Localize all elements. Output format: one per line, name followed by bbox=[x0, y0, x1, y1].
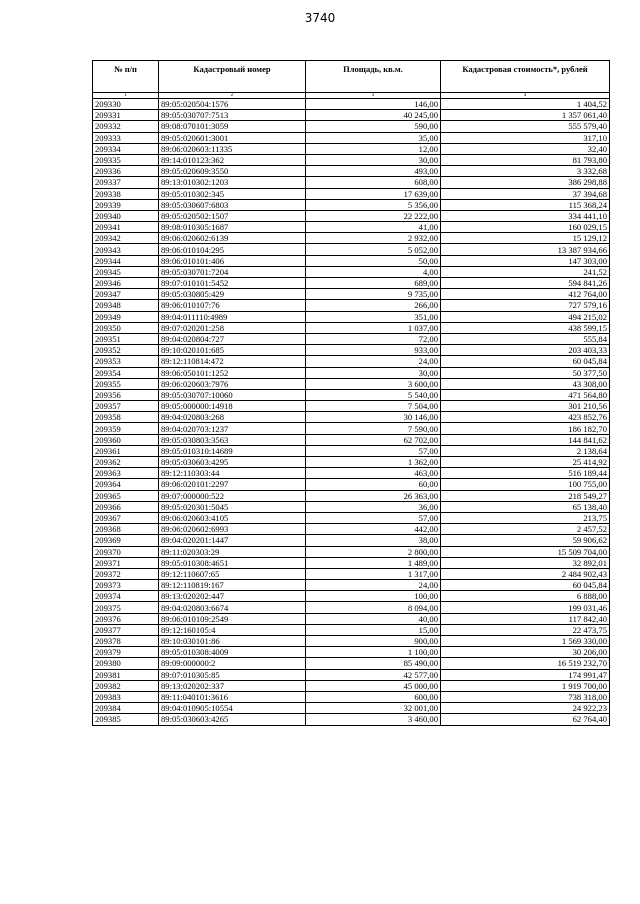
cadastral-number: 89:06:020603:11335 bbox=[159, 143, 306, 154]
cadastral-value: 334 441,10 bbox=[441, 210, 610, 221]
row-index: 209363 bbox=[93, 468, 159, 479]
table-row bbox=[93, 333, 610, 344]
cadastral-number: 89:05:010310:14689 bbox=[159, 445, 306, 456]
cadastral-number: 89:06:050101:1252 bbox=[159, 367, 306, 378]
cadastral-value: 6 888,00 bbox=[441, 591, 610, 602]
row-index: 209352 bbox=[93, 345, 159, 356]
table-row bbox=[93, 412, 610, 423]
cadastral-value: 727 579,16 bbox=[441, 300, 610, 311]
cadastral-number: 89:04:020803:268 bbox=[159, 412, 306, 423]
table-row bbox=[93, 132, 610, 143]
row-index: 209353 bbox=[93, 356, 159, 367]
area-value: 689,00 bbox=[306, 278, 441, 289]
row-index: 209340 bbox=[93, 210, 159, 221]
row-index: 209373 bbox=[93, 580, 159, 591]
cadastral-number: 89:11:040101:3616 bbox=[159, 691, 306, 702]
cadastral-value: 2 484 902,43 bbox=[441, 568, 610, 579]
row-index: 209333 bbox=[93, 132, 159, 143]
table-row bbox=[93, 669, 610, 680]
cadastral-number: 89:04:020803:6674 bbox=[159, 602, 306, 613]
table-row bbox=[93, 512, 610, 523]
cadastral-value: 147 303,00 bbox=[441, 255, 610, 266]
column-number: 1 bbox=[93, 93, 159, 99]
table-row bbox=[93, 703, 610, 714]
row-index: 209357 bbox=[93, 401, 159, 412]
cadastral-value: 100 755,00 bbox=[441, 479, 610, 490]
area-value: 1 037,00 bbox=[306, 322, 441, 333]
table-row bbox=[93, 468, 610, 479]
cadastral-value: 81 793,80 bbox=[441, 154, 610, 165]
cadastral-number: 89:05:030803:3563 bbox=[159, 434, 306, 445]
table-row bbox=[93, 378, 610, 389]
row-index: 209346 bbox=[93, 278, 159, 289]
area-value: 40 245,00 bbox=[306, 110, 441, 121]
table-row bbox=[93, 457, 610, 468]
header-index: № п/п bbox=[93, 61, 159, 93]
column-number: 3 bbox=[306, 93, 441, 99]
area-value: 1 317,00 bbox=[306, 568, 441, 579]
area-value: 85 490,00 bbox=[306, 658, 441, 669]
cadastral-number: 89:05:020601:3001 bbox=[159, 132, 306, 143]
table-body bbox=[93, 99, 610, 726]
cadastral-value: 594 841,26 bbox=[441, 278, 610, 289]
cadastral-number: 89:10:020101:685 bbox=[159, 345, 306, 356]
cadastral-value: 22 473,75 bbox=[441, 624, 610, 635]
cadastral-value: 59 906,62 bbox=[441, 535, 610, 546]
area-value: 146,00 bbox=[306, 99, 441, 110]
cadastral-value: 50 377,50 bbox=[441, 367, 610, 378]
table-row bbox=[93, 143, 610, 154]
area-value: 2 932,00 bbox=[306, 233, 441, 244]
cadastral-value: 412 764,00 bbox=[441, 289, 610, 300]
cadastral-value: 15 509 704,00 bbox=[441, 546, 610, 557]
cadastral-value: 555,84 bbox=[441, 333, 610, 344]
area-value: 933,00 bbox=[306, 345, 441, 356]
cadastral-number: 89:04:020201:1447 bbox=[159, 535, 306, 546]
table-row bbox=[93, 658, 610, 669]
cadastral-value: 144 841,62 bbox=[441, 434, 610, 445]
area-value: 266,00 bbox=[306, 300, 441, 311]
cadastral-number: 89:05:020301:5045 bbox=[159, 501, 306, 512]
cadastral-value: 213,75 bbox=[441, 512, 610, 523]
column-number: 2 bbox=[159, 93, 306, 99]
table-row bbox=[93, 99, 610, 110]
cadastral-number: 89:07:010305:85 bbox=[159, 669, 306, 680]
table-row bbox=[93, 524, 610, 535]
row-index: 209367 bbox=[93, 512, 159, 523]
cadastral-number: 89:06:010101:406 bbox=[159, 255, 306, 266]
table-row bbox=[93, 691, 610, 702]
table-row bbox=[93, 244, 610, 255]
area-value: 30,00 bbox=[306, 154, 441, 165]
row-index: 209359 bbox=[93, 423, 159, 434]
table-row bbox=[93, 445, 610, 456]
cadastral-number: 89:05:000000:14918 bbox=[159, 401, 306, 412]
cadastral-number: 89:12:110303:44 bbox=[159, 468, 306, 479]
area-value: 493,00 bbox=[306, 166, 441, 177]
row-index: 209358 bbox=[93, 412, 159, 423]
area-value: 24,00 bbox=[306, 356, 441, 367]
cadastral-number: 89:05:030707:7513 bbox=[159, 110, 306, 121]
cadastral-number: 89:06:020602:6139 bbox=[159, 233, 306, 244]
area-value: 57,00 bbox=[306, 445, 441, 456]
table-row bbox=[93, 222, 610, 233]
area-value: 3 600,00 bbox=[306, 378, 441, 389]
cadastral-number: 89:05:020609:3550 bbox=[159, 166, 306, 177]
table-row bbox=[93, 210, 610, 221]
area-value: 12,00 bbox=[306, 143, 441, 154]
row-index: 209379 bbox=[93, 647, 159, 658]
row-index: 209331 bbox=[93, 110, 159, 121]
table-row bbox=[93, 557, 610, 568]
cadastral-value: 1 569 330,00 bbox=[441, 636, 610, 647]
cadastral-value: 65 138,40 bbox=[441, 501, 610, 512]
row-index: 209361 bbox=[93, 445, 159, 456]
cadastral-value: 386 298,88 bbox=[441, 177, 610, 188]
table-row bbox=[93, 289, 610, 300]
row-index: 209360 bbox=[93, 434, 159, 445]
row-index: 209385 bbox=[93, 714, 159, 725]
table-row bbox=[93, 121, 610, 132]
cadastral-number: 89:06:020101:2297 bbox=[159, 479, 306, 490]
cadastral-value: 317,10 bbox=[441, 132, 610, 143]
header-area: Площадь, кв.м. bbox=[306, 61, 441, 93]
cadastral-number: 89:07:020201:258 bbox=[159, 322, 306, 333]
cadastral-number: 89:07:000000:522 bbox=[159, 490, 306, 501]
area-value: 26 363,00 bbox=[306, 490, 441, 501]
cadastral-value: 117 842,40 bbox=[441, 613, 610, 624]
area-value: 1 362,00 bbox=[306, 457, 441, 468]
table-row bbox=[93, 680, 610, 691]
row-index: 209366 bbox=[93, 501, 159, 512]
cadastral-value: 438 599,15 bbox=[441, 322, 610, 333]
area-value: 40,00 bbox=[306, 613, 441, 624]
cadastral-number: 89:12:110819:167 bbox=[159, 580, 306, 591]
cadastral-value: 738 318,00 bbox=[441, 691, 610, 702]
cadastral-value: 62 764,40 bbox=[441, 714, 610, 725]
row-index: 209384 bbox=[93, 703, 159, 714]
row-index: 209356 bbox=[93, 389, 159, 400]
row-index: 209368 bbox=[93, 524, 159, 535]
cadastral-value: 218 549,27 bbox=[441, 490, 610, 501]
cadastral-number: 89:08:070101:3059 bbox=[159, 121, 306, 132]
table-row bbox=[93, 356, 610, 367]
row-index: 209330 bbox=[93, 99, 159, 110]
cadastral-value: 174 991,47 bbox=[441, 669, 610, 680]
row-index: 209337 bbox=[93, 177, 159, 188]
cadastral-value: 60 045,84 bbox=[441, 356, 610, 367]
cadastral-value: 471 564,80 bbox=[441, 389, 610, 400]
cadastral-number: 89:13:010302:1203 bbox=[159, 177, 306, 188]
row-index: 209377 bbox=[93, 624, 159, 635]
cadastral-value: 241,52 bbox=[441, 266, 610, 277]
table-row bbox=[93, 311, 610, 322]
cadastral-value: 16 519 232,70 bbox=[441, 658, 610, 669]
cadastral-number: 89:05:030607:6803 bbox=[159, 199, 306, 210]
area-value: 351,00 bbox=[306, 311, 441, 322]
table-row bbox=[93, 714, 610, 725]
table-row bbox=[93, 199, 610, 210]
table-row bbox=[93, 166, 610, 177]
row-index: 209371 bbox=[93, 557, 159, 568]
table-row bbox=[93, 613, 610, 624]
table-row bbox=[93, 266, 610, 277]
row-index: 209381 bbox=[93, 669, 159, 680]
row-index: 209344 bbox=[93, 255, 159, 266]
cadastral-number: 89:05:010308:4009 bbox=[159, 647, 306, 658]
cadastral-number: 89:04:020703:1237 bbox=[159, 423, 306, 434]
row-index: 209341 bbox=[93, 222, 159, 233]
cadastral-number: 89:05:020502:1507 bbox=[159, 210, 306, 221]
row-index: 209376 bbox=[93, 613, 159, 624]
cadastral-value: 24 922,23 bbox=[441, 703, 610, 714]
row-index: 209347 bbox=[93, 289, 159, 300]
area-value: 7 504,00 bbox=[306, 401, 441, 412]
table-row bbox=[93, 423, 610, 434]
table-row bbox=[93, 255, 610, 266]
cadastral-number: 89:06:020602:6993 bbox=[159, 524, 306, 535]
row-index: 209362 bbox=[93, 457, 159, 468]
cadastral-number: 89:06:010109:2549 bbox=[159, 613, 306, 624]
cadastral-value: 37 394,68 bbox=[441, 188, 610, 199]
table-row bbox=[93, 636, 610, 647]
cadastral-number: 89:13:020202:447 bbox=[159, 591, 306, 602]
row-index: 209370 bbox=[93, 546, 159, 557]
cadastral-number: 89:05:010308:4651 bbox=[159, 557, 306, 568]
cadastral-number: 89:04:020804:727 bbox=[159, 333, 306, 344]
table-row bbox=[93, 434, 610, 445]
table-row bbox=[93, 501, 610, 512]
table-row bbox=[93, 300, 610, 311]
table-row bbox=[93, 110, 610, 121]
area-value: 50,00 bbox=[306, 255, 441, 266]
cadastral-value: 115 368,24 bbox=[441, 199, 610, 210]
row-index: 209364 bbox=[93, 479, 159, 490]
header-row bbox=[93, 61, 610, 93]
area-value: 5 052,00 bbox=[306, 244, 441, 255]
row-index: 209350 bbox=[93, 322, 159, 333]
cadastral-number: 89:05:030701:7204 bbox=[159, 266, 306, 277]
row-index: 209351 bbox=[93, 333, 159, 344]
cadastral-value: 494 215,02 bbox=[441, 311, 610, 322]
row-index: 209349 bbox=[93, 311, 159, 322]
cadastral-number: 89:12:110607:65 bbox=[159, 568, 306, 579]
cadastral-number: 89:06:010104:295 bbox=[159, 244, 306, 255]
area-value: 15,00 bbox=[306, 624, 441, 635]
area-value: 608,00 bbox=[306, 177, 441, 188]
cadastral-value: 13 387 934,66 bbox=[441, 244, 610, 255]
row-index: 209339 bbox=[93, 199, 159, 210]
table-row bbox=[93, 401, 610, 412]
cadastral-number: 89:04:010905:10554 bbox=[159, 703, 306, 714]
cadastral-number: 89:06:020603:4105 bbox=[159, 512, 306, 523]
header-cadastral-number: Кадастровый номер bbox=[159, 61, 306, 93]
table-row bbox=[93, 647, 610, 658]
cadastral-value: 516 189,44 bbox=[441, 468, 610, 479]
table-row bbox=[93, 546, 610, 557]
table-row bbox=[93, 278, 610, 289]
table-row bbox=[93, 568, 610, 579]
area-value: 590,00 bbox=[306, 121, 441, 132]
area-value: 2 800,00 bbox=[306, 546, 441, 557]
area-value: 42 577,00 bbox=[306, 669, 441, 680]
column-number: 4 bbox=[441, 93, 610, 99]
table-row bbox=[93, 580, 610, 591]
table-row bbox=[93, 345, 610, 356]
area-value: 38,00 bbox=[306, 535, 441, 546]
cadastral-value: 60 045,84 bbox=[441, 580, 610, 591]
cadastral-number: 89:13:020202:337 bbox=[159, 680, 306, 691]
cadastral-value: 423 852,76 bbox=[441, 412, 610, 423]
page-number: 3740 bbox=[304, 11, 336, 25]
cadastral-number: 89:08:010305:1687 bbox=[159, 222, 306, 233]
row-index: 209380 bbox=[93, 658, 159, 669]
cadastral-value: 301 210,56 bbox=[441, 401, 610, 412]
cadastral-number: 89:06:010107:76 bbox=[159, 300, 306, 311]
table-row bbox=[93, 154, 610, 165]
cadastral-value: 1 404,52 bbox=[441, 99, 610, 110]
table-row bbox=[93, 322, 610, 333]
area-value: 442,00 bbox=[306, 524, 441, 535]
cadastral-value: 2 457,52 bbox=[441, 524, 610, 535]
table-row bbox=[93, 535, 610, 546]
cadastral-value: 555 579,40 bbox=[441, 121, 610, 132]
cadastral-number: 89:05:020504:1576 bbox=[159, 99, 306, 110]
cadastral-number: 89:05:030603:4295 bbox=[159, 457, 306, 468]
cadastral-number: 89:14:010123:362 bbox=[159, 154, 306, 165]
row-index: 209335 bbox=[93, 154, 159, 165]
row-index: 209375 bbox=[93, 602, 159, 613]
cadastral-value: 15 129,12 bbox=[441, 233, 610, 244]
table-row bbox=[93, 602, 610, 613]
area-value: 60,00 bbox=[306, 479, 441, 490]
row-index: 209338 bbox=[93, 188, 159, 199]
area-value: 3 460,00 bbox=[306, 714, 441, 725]
area-value: 463,00 bbox=[306, 468, 441, 479]
cadastral-number: 89:11:020303:29 bbox=[159, 546, 306, 557]
cadastral-value: 199 031,46 bbox=[441, 602, 610, 613]
area-value: 62 702,00 bbox=[306, 434, 441, 445]
row-index: 209354 bbox=[93, 367, 159, 378]
area-value: 4,00 bbox=[306, 266, 441, 277]
row-index: 209342 bbox=[93, 233, 159, 244]
row-index: 209355 bbox=[93, 378, 159, 389]
row-index: 209345 bbox=[93, 266, 159, 277]
area-value: 7 590,00 bbox=[306, 423, 441, 434]
cadastral-value: 1 357 061,40 bbox=[441, 110, 610, 121]
area-value: 24,00 bbox=[306, 580, 441, 591]
row-index: 209343 bbox=[93, 244, 159, 255]
area-value: 600,00 bbox=[306, 691, 441, 702]
area-value: 1 489,00 bbox=[306, 557, 441, 568]
area-value: 36,00 bbox=[306, 501, 441, 512]
row-index: 209374 bbox=[93, 591, 159, 602]
table-row bbox=[93, 479, 610, 490]
row-index: 209378 bbox=[93, 636, 159, 647]
row-index: 209365 bbox=[93, 490, 159, 501]
cadastral-number: 89:05:010302:345 bbox=[159, 188, 306, 199]
table-row bbox=[93, 389, 610, 400]
cadastral-number: 89:09:000000:2 bbox=[159, 658, 306, 669]
cadastral-number: 89:05:030805:429 bbox=[159, 289, 306, 300]
area-value: 30 146,00 bbox=[306, 412, 441, 423]
cadastral-value: 32,40 bbox=[441, 143, 610, 154]
area-value: 35,00 bbox=[306, 132, 441, 143]
area-value: 22 222,00 bbox=[306, 210, 441, 221]
area-value: 100,00 bbox=[306, 591, 441, 602]
row-index: 209334 bbox=[93, 143, 159, 154]
area-value: 41,00 bbox=[306, 222, 441, 233]
row-index: 209369 bbox=[93, 535, 159, 546]
cadastral-number: 89:05:030707:10060 bbox=[159, 389, 306, 400]
area-value: 900,00 bbox=[306, 636, 441, 647]
area-value: 57,00 bbox=[306, 512, 441, 523]
cadastral-value: 186 182,70 bbox=[441, 423, 610, 434]
table-row bbox=[93, 367, 610, 378]
area-value: 5 540,00 bbox=[306, 389, 441, 400]
cadastral-table bbox=[92, 60, 610, 726]
header-cadastral-value: Кадастровая стоимость*, рублей bbox=[441, 61, 610, 93]
area-value: 17 639,00 bbox=[306, 188, 441, 199]
cadastral-number: 89:07:010101:5452 bbox=[159, 278, 306, 289]
cadastral-value: 1 919 700,00 bbox=[441, 680, 610, 691]
cadastral-number: 89:05:030603:4265 bbox=[159, 714, 306, 725]
area-value: 1 100,00 bbox=[306, 647, 441, 658]
cadastral-number: 89:12:110814:472 bbox=[159, 356, 306, 367]
area-value: 45 000,00 bbox=[306, 680, 441, 691]
row-index: 209383 bbox=[93, 691, 159, 702]
cadastral-value: 203 403,33 bbox=[441, 345, 610, 356]
area-value: 8 094,00 bbox=[306, 602, 441, 613]
cadastral-value: 25 414,92 bbox=[441, 457, 610, 468]
area-value: 32 001,00 bbox=[306, 703, 441, 714]
row-index: 209332 bbox=[93, 121, 159, 132]
cadastral-value: 30 206,00 bbox=[441, 647, 610, 658]
cadastral-number: 89:04:011110:4989 bbox=[159, 311, 306, 322]
area-value: 9 735,00 bbox=[306, 289, 441, 300]
table-row bbox=[93, 233, 610, 244]
table-row bbox=[93, 624, 610, 635]
row-index: 209372 bbox=[93, 568, 159, 579]
cadastral-value: 43 308,00 bbox=[441, 378, 610, 389]
area-value: 72,00 bbox=[306, 333, 441, 344]
row-index: 209348 bbox=[93, 300, 159, 311]
table-row bbox=[93, 188, 610, 199]
table-row bbox=[93, 591, 610, 602]
row-index: 209382 bbox=[93, 680, 159, 691]
cadastral-value: 2 138,64 bbox=[441, 445, 610, 456]
cadastral-value: 32 892,01 bbox=[441, 557, 610, 568]
cadastral-number: 89:06:020603:7976 bbox=[159, 378, 306, 389]
cadastral-value: 160 029,15 bbox=[441, 222, 610, 233]
table-row bbox=[93, 490, 610, 501]
row-index: 209336 bbox=[93, 166, 159, 177]
cadastral-number: 89:12:160105:4 bbox=[159, 624, 306, 635]
area-value: 30,00 bbox=[306, 367, 441, 378]
cadastral-value: 3 332,68 bbox=[441, 166, 610, 177]
area-value: 5 356,00 bbox=[306, 199, 441, 210]
cadastral-number: 89:10:030101:86 bbox=[159, 636, 306, 647]
table-row bbox=[93, 177, 610, 188]
